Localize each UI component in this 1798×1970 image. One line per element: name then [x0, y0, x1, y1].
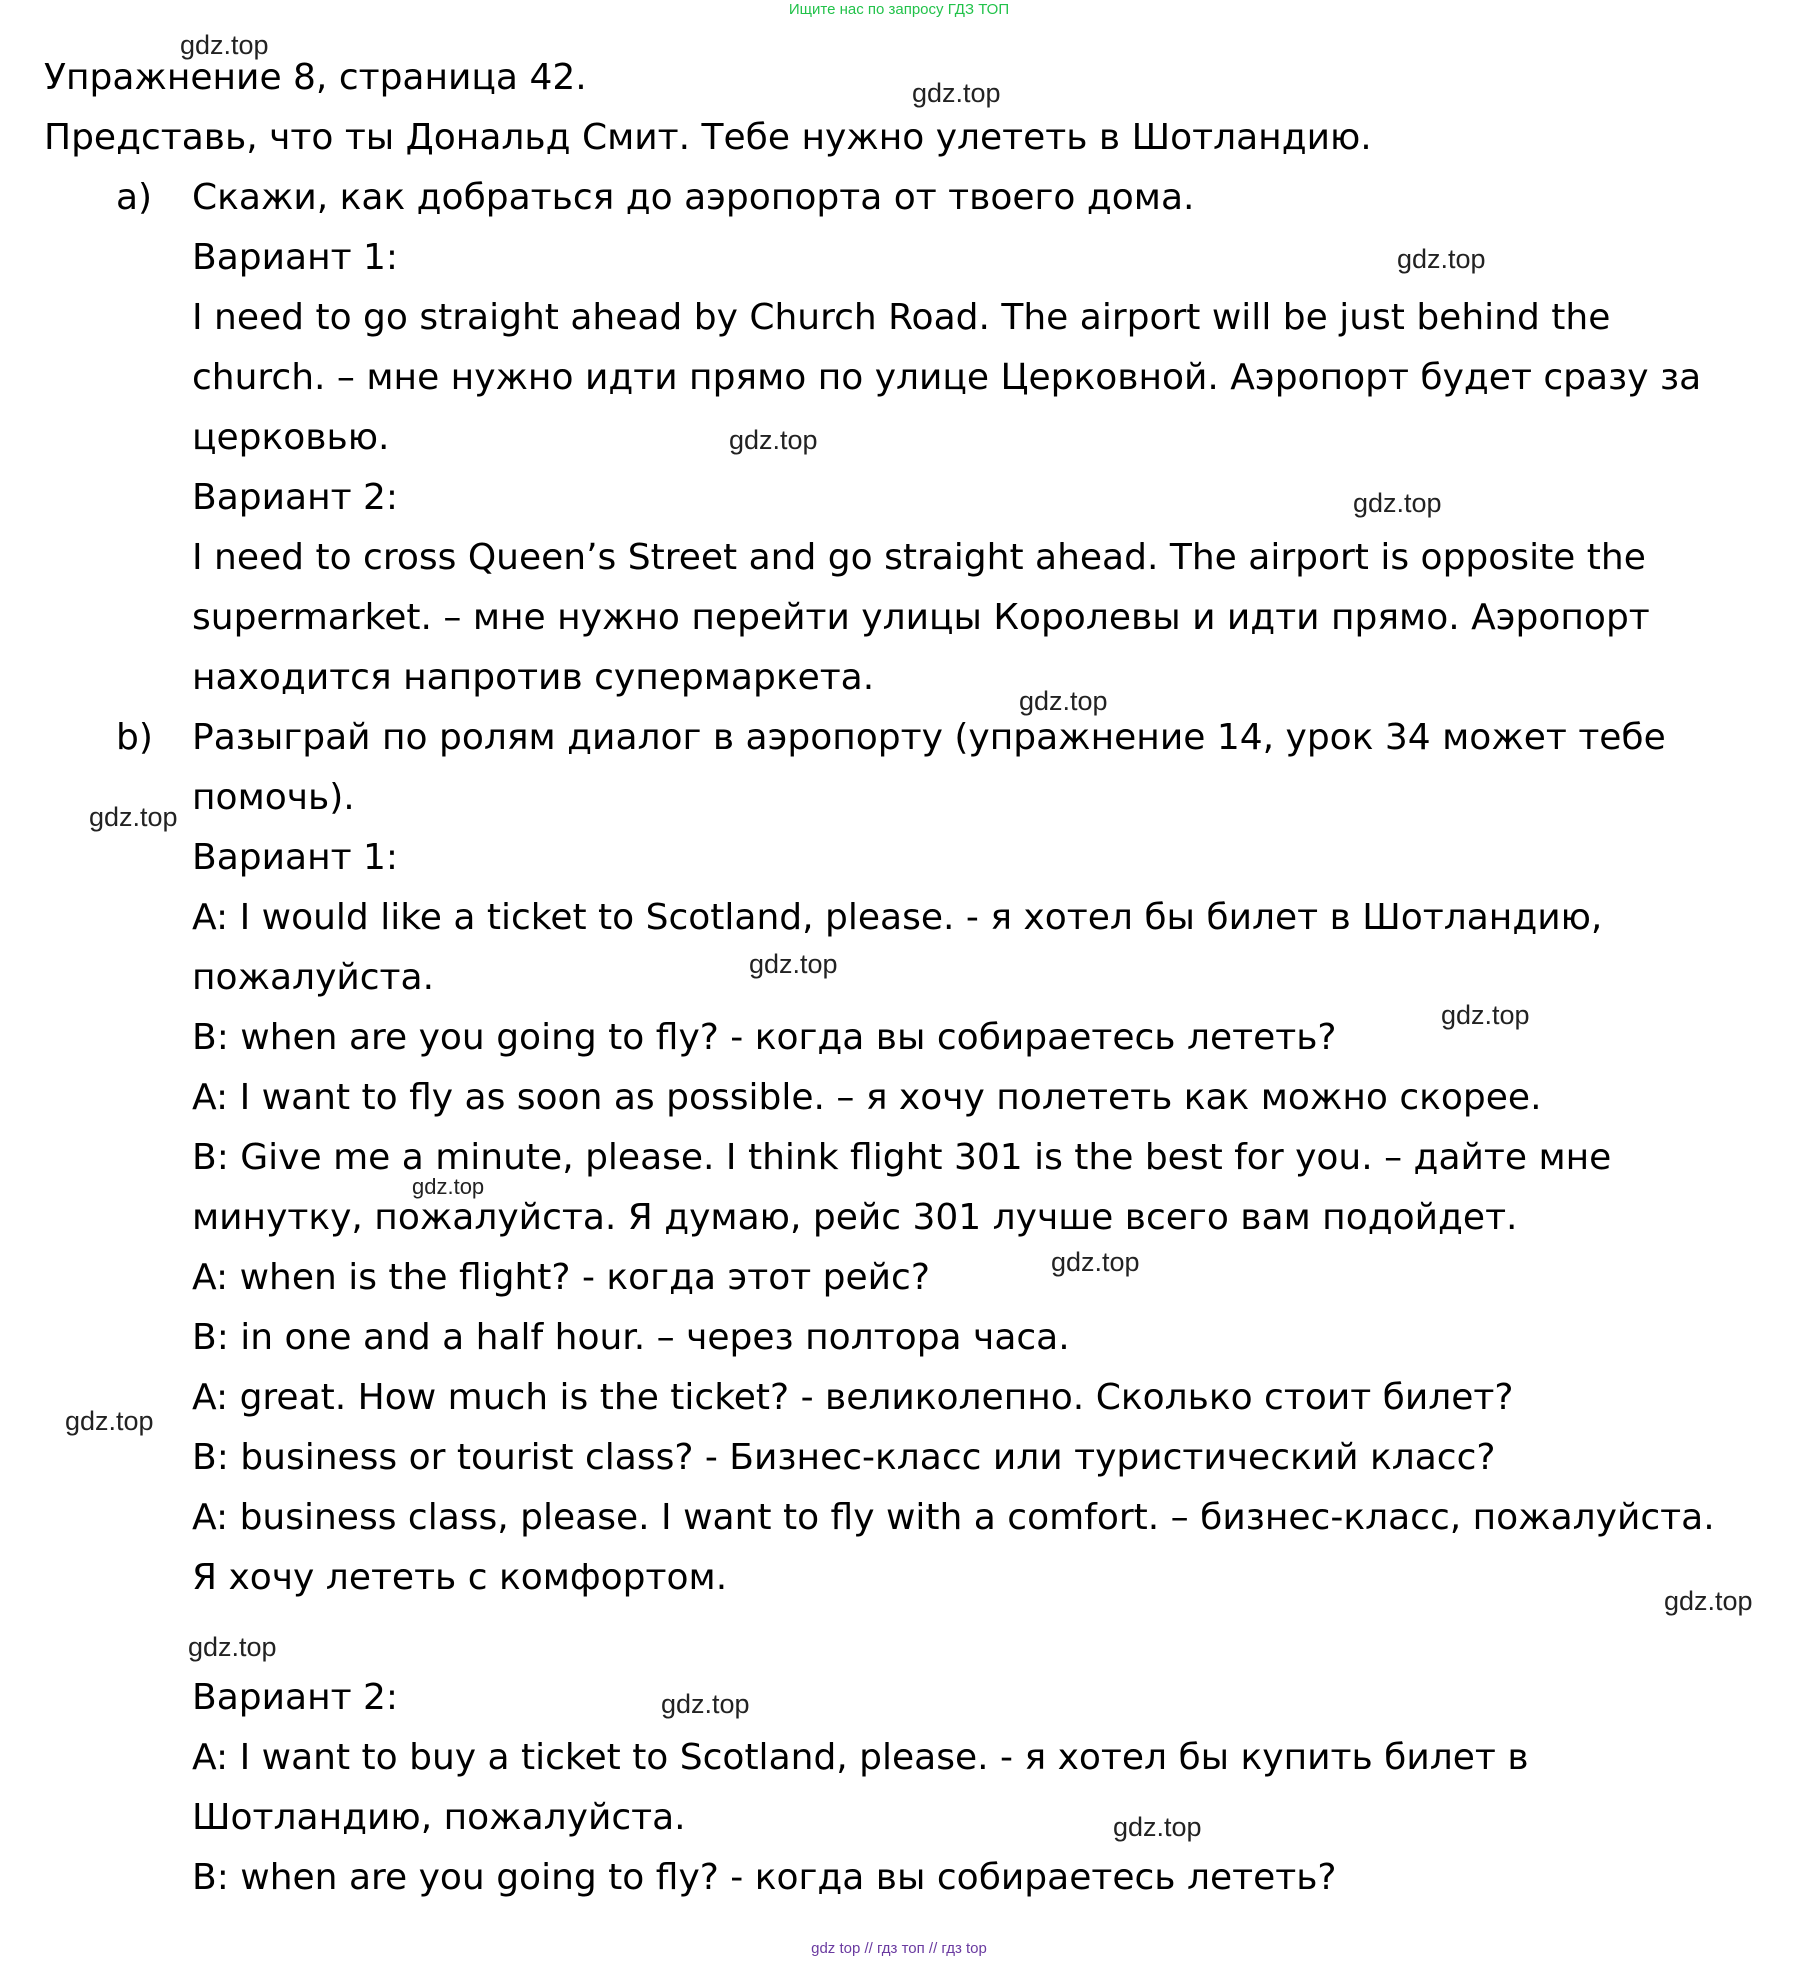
- part-a-variant-1-line: I need to go straight ahead by Church Road. The airport will be just behind the: [192, 297, 1611, 338]
- part-b-task-line: Разыграй по ролям диалог в аэропорту (упражнение 14, урок 34 может тебе: [192, 717, 1666, 758]
- watermark: gdz.top: [661, 1689, 750, 1719]
- watermark: gdz.top: [89, 802, 178, 832]
- dialog-line: B: when are you going to fly? - когда вы собираетесь лететь?: [192, 1857, 1337, 1898]
- dialog-line: Я хочу лететь с комфортом.: [192, 1557, 728, 1598]
- part-a-variant-1-line: church. – мне нужно идти прямо по улице Церковной. Аэропорт будет сразу за: [192, 357, 1702, 398]
- part-a-variant-1-label: Вариант 1:: [192, 237, 399, 278]
- page-title: Упражнение 8, страница 42.: [44, 57, 587, 98]
- dialog-line: Шотландию, пожалуйста.: [192, 1797, 686, 1838]
- part-a-variant-1-line: церковью.: [192, 417, 390, 458]
- watermark: gdz.top: [188, 1632, 277, 1662]
- part-a-variant-2-line: supermarket. – мне нужно перейти улицы Королевы и идти прямо. Аэропорт: [192, 597, 1650, 638]
- watermark: gdz.top: [912, 78, 1001, 108]
- dialog-line: A: I want to buy a ticket to Scotland, please. - я хотел бы купить билет в: [192, 1737, 1529, 1778]
- watermark: gdz.top: [1441, 1000, 1530, 1030]
- dialog-line: минутку, пожалуйста. Я думаю, рейс 301 лучше всего вам подойдет.: [192, 1197, 1518, 1238]
- watermark: gdz.top: [1051, 1247, 1140, 1277]
- dialog-line: A: great. How much is the ticket? - великолепно. Сколько стоит билет?: [192, 1377, 1514, 1418]
- part-a-variant-2-line: находится напротив супермаркета.: [192, 657, 875, 698]
- dialog-line: A: I want to fly as soon as possible. – я хочу полететь как можно скорее.: [192, 1077, 1542, 1118]
- watermark: gdz.top: [1019, 686, 1108, 716]
- watermark: gdz.top: [1397, 244, 1486, 274]
- watermark: gdz.top: [65, 1406, 154, 1436]
- part-b-variant-1-label: Вариант 1:: [192, 837, 399, 878]
- part-b-marker: b): [116, 717, 153, 758]
- watermark: gdz.top: [1664, 1586, 1753, 1616]
- watermark: gdz.top: [729, 425, 818, 455]
- dialog-line: B: when are you going to fly? - когда вы собираетесь лететь?: [192, 1017, 1337, 1058]
- search-banner: Ищите нас по запросу ГДЗ ТОП: [788, 1, 1010, 18]
- watermark: gdz.top: [412, 1174, 485, 1199]
- part-a-variant-2-line: I need to cross Queen’s Street and go straight ahead. The airport is opposite the: [192, 537, 1646, 578]
- part-a-task: Скажи, как добраться до аэропорта от твоего дома.: [192, 177, 1195, 218]
- dialog-line: B: business or tourist class? - Бизнес-класс или туристический класс?: [192, 1437, 1496, 1478]
- dialog-line: A: when is the flight? - когда этот рейс?: [192, 1257, 930, 1298]
- part-b-task-line: помочь).: [192, 777, 355, 818]
- watermark: gdz.top: [749, 949, 838, 979]
- footer-links: gdz top // гдз топ // гдз top: [811, 1940, 987, 1957]
- dialog-line: A: I would like a ticket to Scotland, please. - я хотел бы билет в Шотландию,: [192, 897, 1603, 938]
- dialog-line: пожалуйста.: [192, 957, 435, 998]
- intro-text: Представь, что ты Дональд Смит. Тебе нужно улететь в Шотландию.: [44, 117, 1372, 158]
- watermark: gdz.top: [1113, 1812, 1202, 1842]
- dialog-line: B: Give me a minute, please. I think flight 301 is the best for you. – дайте мне: [192, 1137, 1612, 1178]
- part-a-variant-2-label: Вариант 2:: [192, 477, 399, 518]
- part-a-marker: a): [116, 177, 153, 218]
- dialog-line: A: business class, please. I want to fly with a comfort. – бизнес-класс, пожалуйста.: [192, 1497, 1715, 1538]
- watermark: gdz.top: [1353, 488, 1442, 518]
- watermark: gdz.top: [180, 30, 269, 60]
- part-b-variant-2-label: Вариант 2:: [192, 1677, 399, 1718]
- dialog-line: B: in one and a half hour. – через полтора часа.: [192, 1317, 1070, 1358]
